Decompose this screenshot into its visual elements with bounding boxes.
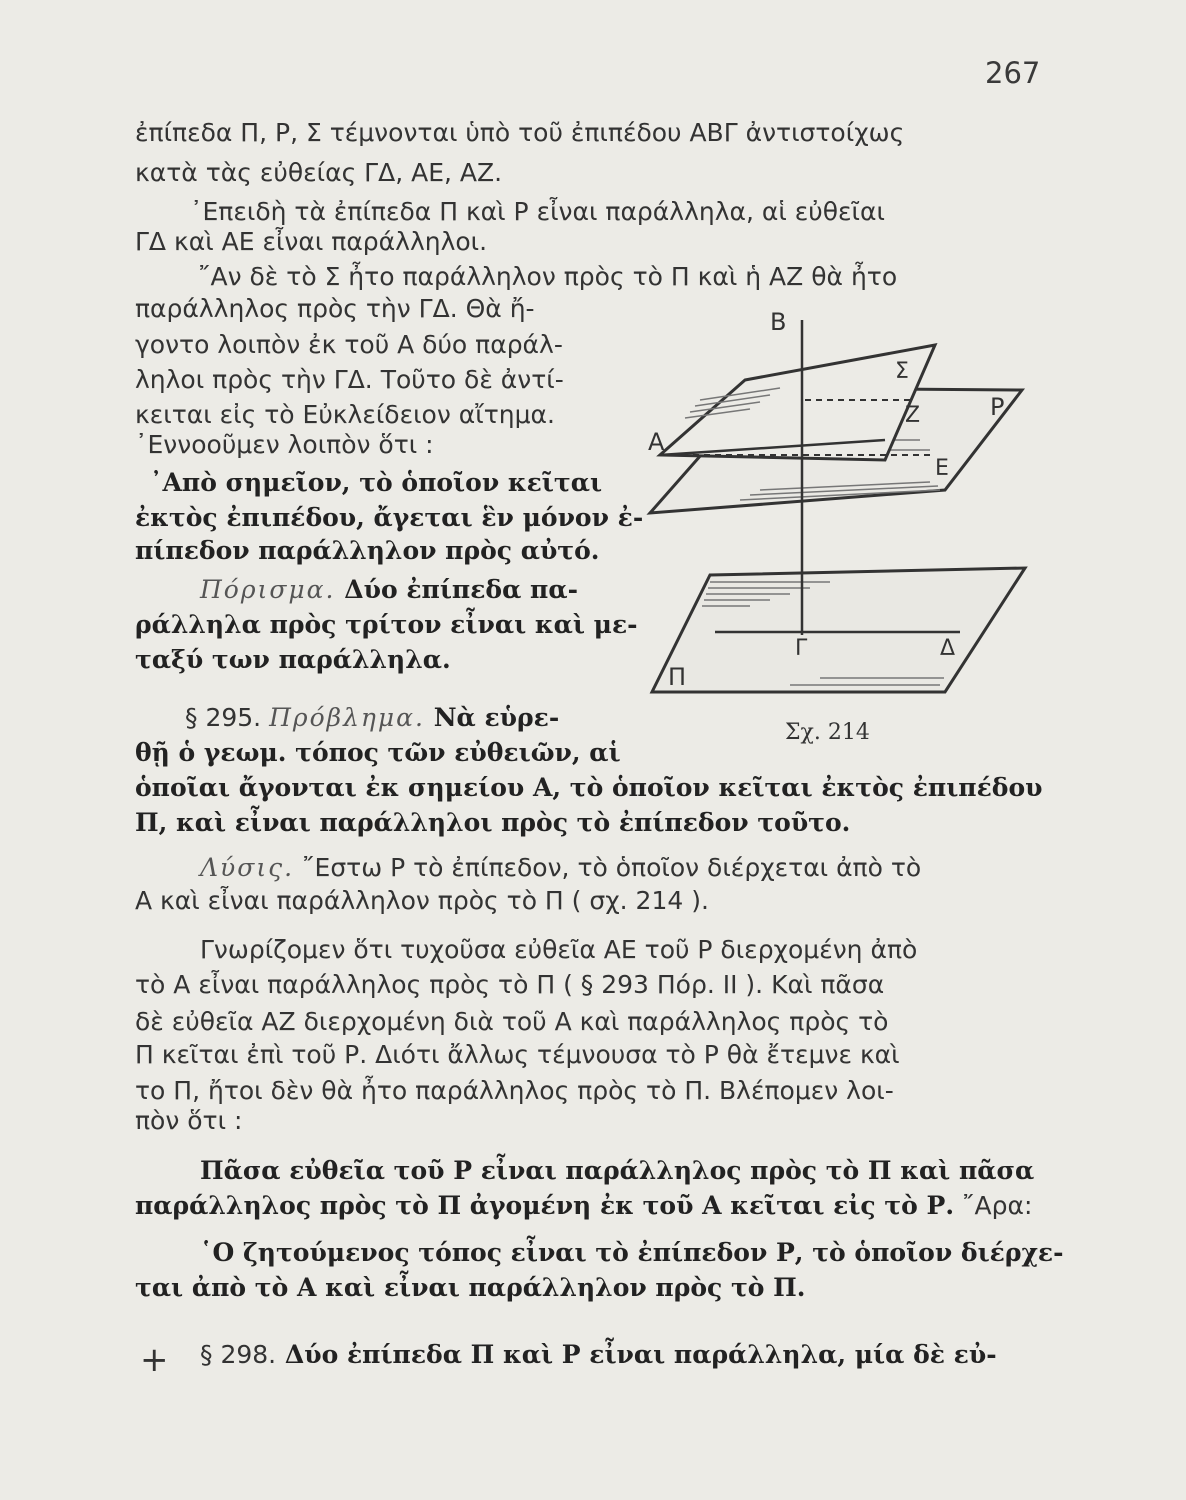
plane-sigma <box>660 345 935 460</box>
conclusion-ara: ῎Αρα: <box>954 1191 1033 1220</box>
plane-pi <box>652 568 1025 692</box>
text-line-1: ἐπίπεδα Π, Ρ, Σ τέμνονται ὑπὸ τοῦ ἐπιπέδου ΑΒΓ ἀντιστοίχως <box>135 118 905 147</box>
label-z: Ζ <box>905 403 921 428</box>
section-298-line <box>200 1340 997 1370</box>
corollary-line-2: ράλληλα πρὸς τρίτον εἶναι καὶ με- <box>135 610 638 639</box>
text-line-27: το Π, ἤτοι δὲν θὰ ἦτο παράλληλος πρὸς τὸ Π. Βλέπομεν λοι- <box>135 1076 894 1105</box>
text-line-6: παράλληλος πρὸς τὴν ΓΔ. Θὰ ἤ- <box>135 294 535 323</box>
corollary-line-1 <box>200 575 578 605</box>
section-298: § 298. <box>200 1340 277 1369</box>
figure-caption: Σχ. 214 <box>785 720 870 745</box>
solution-text: ῎Εστω Ρ τὸ ἐπίπεδον, τὸ ὁποῖον διέρχεται ἀπὸ τὸ <box>294 853 922 882</box>
label-delta: Δ <box>940 636 956 661</box>
label-rho: Ρ <box>990 393 1005 421</box>
corollary-text: Δύο ἐπίπεδα πα- <box>335 575 578 604</box>
text-line-4: ΓΔ καὶ ΑΕ εἶναι παράλληλοι. <box>135 227 488 256</box>
solution-line-2: Α καὶ εἶναι παράλληλον πρὸς τὸ Π ( σχ. 214 ). <box>135 886 709 915</box>
result-line-1: ῾Ο ζητούμενος τόπος εἶναι τὸ ἐπίπεδον Ρ, τὸ ὁποῖον διέρχε- <box>200 1238 1064 1267</box>
result-line-2: ται ἀπὸ τὸ Α καὶ εἶναι παράλληλον πρὸς τὸ Π. <box>135 1273 806 1302</box>
text-line-23: Γνωρίζομεν ὅτι τυχοῦσα εὐθεῖα ΑΕ τοῦ Ρ διερχομένη ἀπὸ <box>200 935 918 964</box>
label-sigma: Σ <box>895 359 909 384</box>
problem-line-2: θῇ ὁ γεωμ. τόπος τῶν εὐθειῶν, αἱ <box>135 738 621 767</box>
text-line-5: ῎Αν δὲ τὸ Σ ἦτο παράλληλον πρὸς τὸ Π καὶ ἡ ΑΖ θὰ ἦτο <box>198 262 898 291</box>
solution-label: Λύσις. <box>200 853 295 882</box>
text-line-25: δὲ εὐθεῖα ΑΖ διερχομένη διὰ τοῦ Α καὶ παράλληλος πρὸς τὸ <box>135 1007 889 1036</box>
text-line-26: Π κεῖται ἐπὶ τοῦ Ρ. Διότι ἄλλως τέμνουσα τὸ Ρ θὰ ἔτεμνε καὶ <box>135 1040 900 1069</box>
text-line-2: κατὰ τὰς εὐθείας ΓΔ, ΑΕ, ΑΖ. <box>135 158 503 187</box>
text-line-9: κειται εἰς τὸ Εὐκλείδειον αἴτημα. <box>135 400 555 429</box>
problem-text: Νὰ εὑρε- <box>424 703 560 732</box>
problem-line-1 <box>185 703 559 733</box>
problem-label: Πρόβλημα. <box>269 703 425 732</box>
theorem-line-1: ᾿Απὸ σημεῖον, τὸ ὁποῖον κεῖται <box>150 468 603 497</box>
label-e: Ε <box>935 456 949 481</box>
corollary-label: Πόρισμα. <box>200 575 336 604</box>
theorem-line-2: ἐκτὸς ἐπιπέδου, ἄγεται ἓν μόνον ἐ- <box>135 503 644 532</box>
corollary-line-3: ταξύ των παράλληλα. <box>135 645 451 674</box>
section-298-text: Δύο ἐπίπεδα Π καὶ Ρ εἶναι παράλληλα, μία δὲ εὐ- <box>276 1340 997 1369</box>
text-line-8: ληλοι πρὸς τὴν ΓΔ. Τοῦτο δὲ ἀντί- <box>135 365 564 394</box>
text-line-28: πὸν ὅτι : <box>135 1106 243 1135</box>
conclusion-bold: παράλληλος πρὸς τὸ Π ἀγομένη ἐκ τοῦ Α κεῖται εἰς τὸ Ρ. <box>135 1191 955 1220</box>
problem-line-4: Π, καὶ εἶναι παράλληλοι πρὸς τὸ ἐπίπεδον τοῦτο. <box>135 808 851 837</box>
margin-mark: + <box>140 1340 169 1380</box>
text-line-10: ᾿Εννοοῦμεν λοιπὸν ὅτι : <box>135 430 434 459</box>
text-line-7: γοντο λοιπὸν ἐκ τοῦ Α δύο παράλ- <box>135 330 563 359</box>
problem-line-3: ὁποῖαι ἄγονται ἐκ σημείου Α, τὸ ὁποῖον κεῖται ἐκτὸς ἐπιπέδου <box>135 773 1043 802</box>
conclusion-line-2 <box>135 1191 1032 1221</box>
solution-line-1 <box>200 853 921 883</box>
section-295: § 295. <box>185 703 262 732</box>
conclusion-line-1: Πᾶσα εὐθεῖα τοῦ Ρ εἶναι παράλληλος πρὸς τὸ Π καὶ πᾶσα <box>200 1156 1035 1185</box>
label-gamma: Γ <box>795 636 808 661</box>
label-a: Α <box>648 428 665 456</box>
text-line-3: ᾿Επειδὴ τὰ ἐπίπεδα Π καὶ Ρ εἶναι παράλληλα, αἱ εὐθεῖαι <box>190 197 885 226</box>
theorem-line-3: πίπεδον παράλληλον πρὸς αὐτό. <box>135 536 600 565</box>
label-b: Β <box>770 308 787 336</box>
text-line-24: τὸ Α εἶναι παράλληλος πρὸς τὸ Π ( § 293 Πόρ. ΙΙ ). Καὶ πᾶσα <box>135 970 885 999</box>
figure-214 <box>640 300 1050 710</box>
page-number: 267 <box>985 56 1041 90</box>
label-pi: Π <box>668 663 687 691</box>
